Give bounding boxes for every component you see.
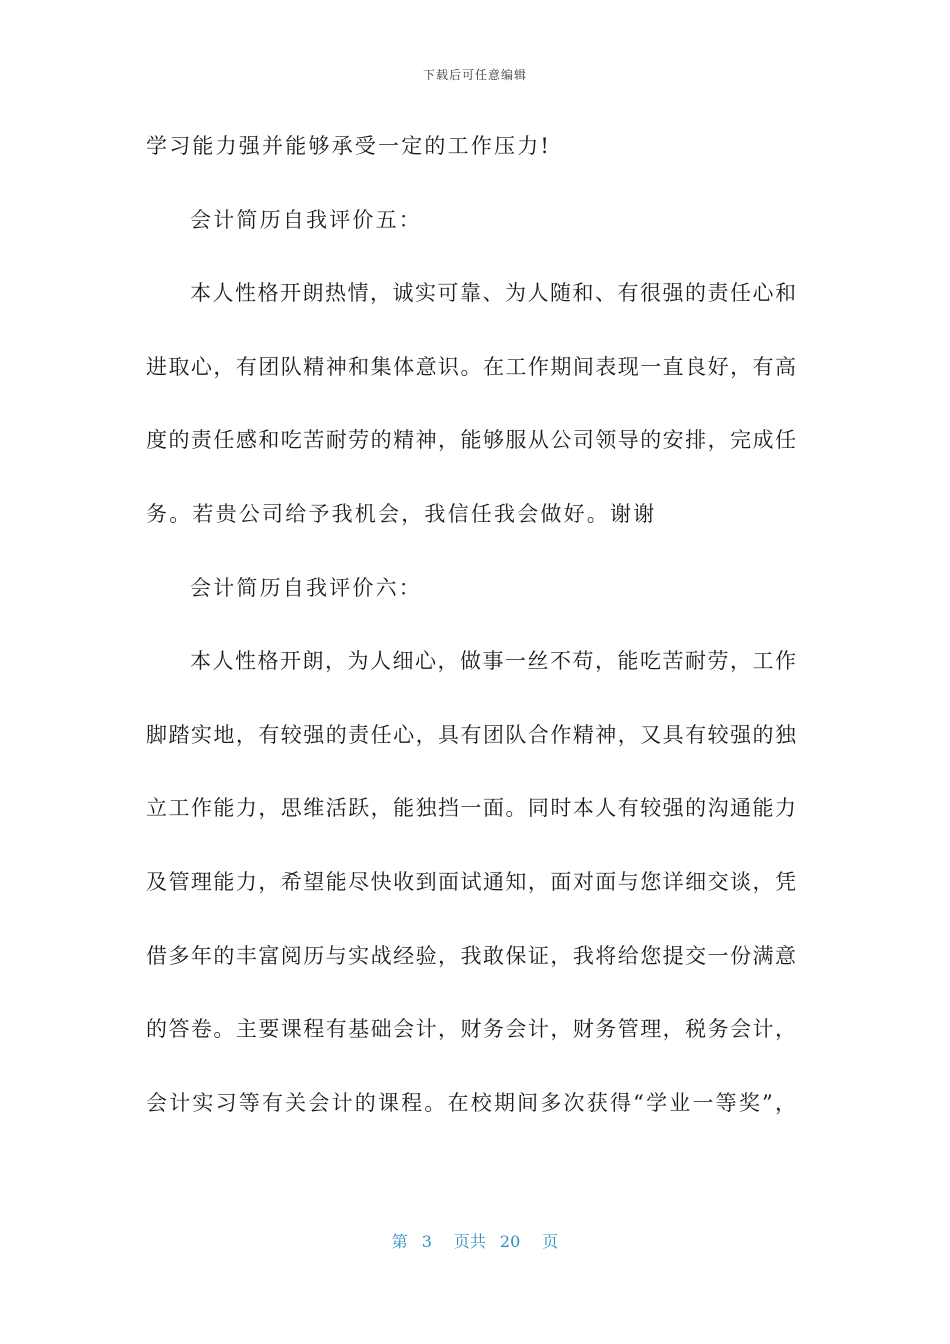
text-line: 会计实习等有关会计的课程。在校期间多次获得“学业一等奖”，	[146, 1090, 796, 1115]
page-footer	[0, 1229, 950, 1252]
text-line: 本人性格开朗热情，诚实可靠、为人随和、有很强的责任心和	[190, 281, 796, 306]
text-line: 脚踏实地，有较强的责任心，具有团队合作精神，又具有较强的独	[146, 722, 796, 747]
text-line: 的答卷。主要课程有基础会计，财务会计，财务管理，税务会计，	[146, 1017, 796, 1042]
text-line: 借多年的丰富阅历与实战经验，我敢保证，我将给您提交一份满意	[146, 943, 796, 968]
text-line: 进取心，有团队精神和集体意识。在工作期间表现一直良好，有高	[146, 354, 796, 379]
section-heading: 会计简历自我评价六：	[190, 575, 422, 600]
page-header-note: 下载后可任意编辑	[422, 68, 527, 82]
footer-page-number: 3	[421, 1232, 432, 1251]
text-line: 本人性格开朗，为人细心，做事一丝不苟，能吃苦耐劳，工作	[190, 649, 796, 674]
footer-total-pages: 20	[499, 1232, 521, 1251]
text-line: 务。若贵公司给予我机会，我信任我会做好。谢谢	[146, 501, 657, 526]
text-line: 度的责任感和吃苦耐劳的精神，能够服从公司领导的安排，完成任	[146, 428, 796, 453]
text-line: 立工作能力，思维活跃，能独挡一面。同时本人有较强的沟通能力	[146, 796, 796, 821]
section-heading: 会计简历自我评价五：	[190, 207, 422, 232]
document-body	[146, 128, 796, 1158]
footer-prefix: 第	[391, 1232, 408, 1251]
text-line: 学习能力强并能够承受一定的工作压力!	[146, 134, 552, 158]
footer-middle: 页共	[453, 1232, 486, 1251]
footer-suffix: 页	[542, 1232, 559, 1251]
text-line: 及管理能力，希望能尽快收到面试通知，面对面与您详细交谈，凭	[146, 869, 796, 894]
